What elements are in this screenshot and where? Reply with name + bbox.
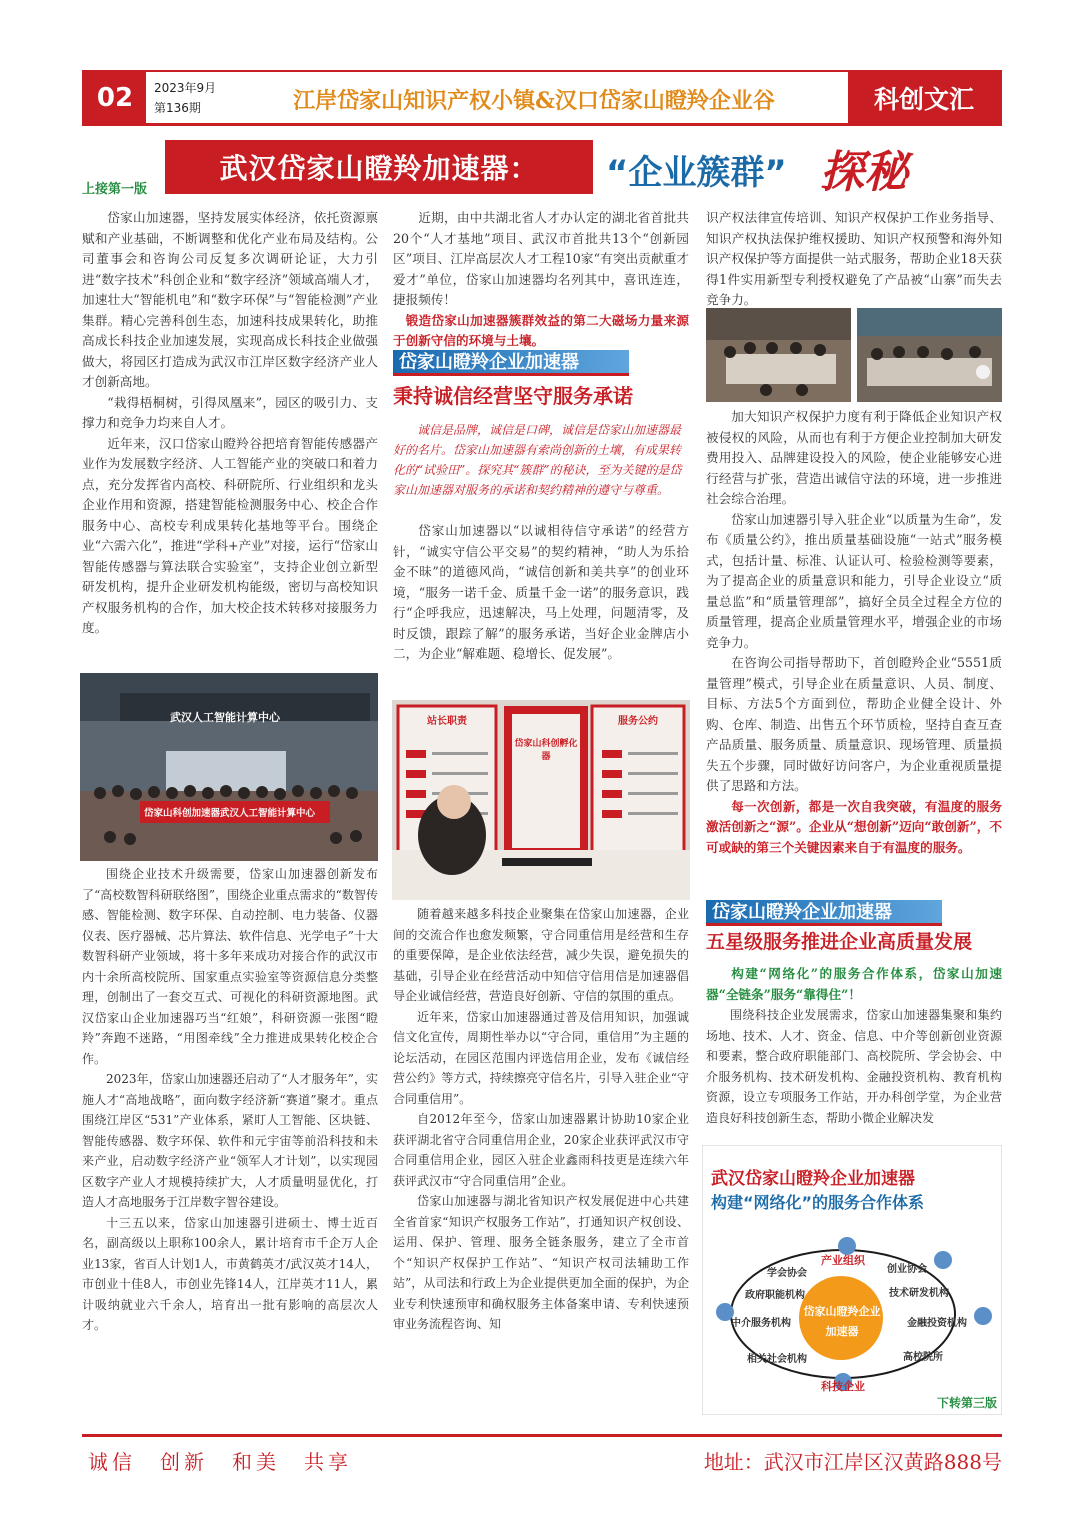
paragraph: 近年来，汉口岱家山瞪羚谷把培育智能传感器产业作为发展数字经济、人工智能产业的突破口和着力点，充分发挥省内高校、科研院所、行业组织和龙头企业作用和资源，搭建智能检测服务中心、校企合作服务中心、高校专利成果转化基地等平台。围绕企业“六需六化”，推进“学科+产业”对接，运行“岱家山智能传感器与算法联合实验室”，支持企业创立新型研发机构，提升企业研发机构能级，密切与高校知识产权服务机构的合作，加大校企技术转移对接服务力度。 xyxy=(82,435,378,635)
diagram-node: 政府职能机构 xyxy=(745,1290,805,1301)
headline-tail: 探秘 xyxy=(820,147,908,198)
col1-top xyxy=(82,208,378,639)
subheading-bar: 岱家山瞪羚企业加速器 xyxy=(393,350,629,376)
photo-sign: 武汉人工智能计算中心 xyxy=(170,711,280,724)
diagram-title2: 构建“网络化”的服务合作体系 xyxy=(711,1193,925,1212)
paragraph: 围绕科技企业发展需求，岱家山加速器集聚和集约场地、技术、人才、资金、信息、中介等创新创业资源和要素，整合政府职能部门、高校院所、学会协会、中介服务机构、技术研发机构、金融投资机构、教育机构资源，设立专项服务工作站，开办科创学堂，为企业营造良好科技创新生态，帮助小微企业解决发 xyxy=(706,1008,1002,1125)
group-photo-svg xyxy=(80,673,378,861)
issue-number: 第136期 xyxy=(154,101,201,115)
network-diagram xyxy=(702,1145,1002,1415)
issue-date xyxy=(154,78,216,118)
diagram-node: 科技企业 xyxy=(821,1380,865,1393)
section-name: 科创文汇 xyxy=(848,72,1000,123)
meeting-photo-left-svg xyxy=(706,308,851,402)
paragraph: 加大知识产权保护力度有利于降低企业知识产权被侵权的风险，从而也有利于方便企业控制加大研发费用投入、品牌建设投入的风险，使企业能够安心进行经营与扩张，营造出诚信守法的环境，进一步推进社会综合治理。 xyxy=(706,409,1002,506)
meeting-photo-right xyxy=(857,308,1002,402)
col1-bottom xyxy=(82,864,378,1336)
board-duty-label: 站长职责 xyxy=(427,716,467,727)
diagram-svg xyxy=(703,1146,1002,1415)
paragraph: 在咨询公司指导帮助下，首创瞪羚企业“5551质量管理”模式，引导企业在质量意识、人员、制度、目标、方法5个方面到位，帮助企业健全设计、外购、仓库、制造、出售五个环节质检，坚持自查互查产品质量、服务质量、质量意识、现场管理、质量损失五个步骤，同时做好访问客户，为企业重视质量提供了思路和方法。 xyxy=(706,655,1002,793)
highlight-red: 锻造岱家山加速器簇群效益的第二大磁场力量来源于创新守信的环境与土壤。 xyxy=(393,312,689,348)
diagram-node: 金融投资机构 xyxy=(907,1318,967,1329)
page-header xyxy=(82,70,1002,126)
meeting-photo-left xyxy=(706,308,851,402)
paragraph: 识产权法律宣传培训、知识产权保护工作业务指导、知识产权执法保护维权援助、知识产权预警和海外知识产权保护等方面提供一站式服务，帮助企业18天获得1件实用新型专利授权避免了产品被“山寨”而失去竞争力。 xyxy=(706,210,1002,307)
group-photo xyxy=(80,673,378,861)
photo-banner: 岱家山科创加速器武汉人工智能计算中心 xyxy=(144,808,316,819)
col3-top xyxy=(706,208,1002,311)
paragraph: 2023年，岱家山加速器还启动了“人才服务年”，实施人才“高地战略”，面向数字经济新“赛道”聚才。重点围绕江岸区“531”产业体系，紧盯人工智能、区块链、智能传感器、数字环保、软件和元宇宙等前沿科技和未来产业，启动数字经济产业“领军人才计划”，以实现园区数字产业人才规模持续扩大，人才质量明显优化，打造人才高地服务于江岸数字智谷建设。 xyxy=(82,1072,378,1209)
diagram-node: 技术研发机构 xyxy=(889,1288,949,1299)
col3-bottom xyxy=(706,964,1002,1128)
date-text: 2023年9月 xyxy=(154,81,217,95)
paragraph: 近期，由中共湖北省人才办认定的湖北省首批共20个“人才基地”项目、武汉市首批共13个“创新园区”项目、江岸高层次人才工程10家“有突出贡献重才爱才”单位，岱家山加速器均名列其中，喜讯连连，捷报频传！ xyxy=(393,210,689,307)
diagram-center-line1: 岱家山瞪羚企业 xyxy=(803,1305,881,1318)
office-photo xyxy=(392,700,690,900)
paragraph: 岱家山加速器，坚持发展实体经济，依托资源禀赋和产业基础，不断调整和优化产业布局及结构。公司董事会和咨询公司反复多次调研论证，大力引进“数字技术”科创企业和“数字经济”领域高端人才，加速壮大“智能机电”和“数字环保”与“智能检测”产业集群。精心完善科创生态，加速科技成果转化，助推高成长科技企业加速发展，实现高成长科技企业做强做大，将园区打造成为武汉市江岸区数字经济产业人才创新高地。 xyxy=(82,210,378,389)
footer-address: 地址：武汉市江岸区汉黄路888号 xyxy=(703,1450,1002,1474)
diagram-center-line2: 加速器 xyxy=(825,1325,859,1338)
paragraph: “栽得梧桐树，引得凤凰来”，园区的吸引力、支撑力和竞争力均来自人才。 xyxy=(82,394,378,430)
headline-main: 武汉岱家山瞪羚加速器： xyxy=(165,140,593,194)
highlight-red: 每一次创新，都是一次自我突破，有温度的服务激活创新之“源”。企业从“想创新”迈向“敢创新”，不可或缺的第三个关键因素来自于有温度的服务。 xyxy=(706,798,1002,855)
page-number: 02 xyxy=(84,72,146,123)
paragraph: 十三五以来，岱家山加速器引进硕士、博士近百名，副高级以上职称100余人，累计培育市千企万人企业13家，省百人计划1人，市黄鹤英才/武汉英才14人，市创业十佳8人，市创业先锋14人，江岸英才11人，累计吸纳就业六千余人，培育出一批有影响的高层次人才。 xyxy=(82,1215,378,1332)
paragraph: 岱家山加速器与湖北省知识产权发展促进中心共建全省首家“知识产权服务工作站”，打通知识产权创设、运用、保护、管理、服务全链条服务，建立了全市首个“知识产权保护工作站”、“知识产权司法辅助工作站”，从司法和行政上为企业提供更加全面的保护，为企业专利快速预审和确权服务主体备案申请、专利快速预审业务流程咨询、知 xyxy=(393,1194,689,1331)
continued-to: 下转第三版 xyxy=(936,1396,997,1410)
office-photo-svg xyxy=(392,700,690,900)
footer-slogan: 诚信 创新 和美 共享 xyxy=(88,1450,352,1474)
italic-intro: 诚信是品牌，诚信是口碑，诚信是岱家山加速器最好的名片。岱家山加速器有索尚创新的土壤，有成果转化的“试验田”。探究其“簇群”的秘诀，至为关键的是岱家山加速器对服务的承诺和契约精神的遵守与尊重。 xyxy=(393,423,682,497)
board-pledge-label: 服务公约 xyxy=(618,716,658,727)
footer-rule xyxy=(82,1434,1002,1437)
highlight-green: 构建“网络化”的服务合作体系，岱家山加速器“全链条”服务“靠得住”！ xyxy=(706,966,1002,1002)
diagram-node: 创业协会 xyxy=(887,1264,927,1275)
diagram-node: 学会协会 xyxy=(767,1268,807,1279)
paragraph: 岱家山加速器引导入驻企业“以质量为生命”，发布《质量公约》，推出质量基础设施“一站式”服务模式，包括计量、标准、认证认可、检验检测等要素，为了提高企业的质量意识和能力，引导企业设立“质量总监”和“质量管理部”，搞好全员全过程全方位的质量管理，提高企业质量管理水平，增强企业的市场竞争力。 xyxy=(706,511,1002,650)
col2-top xyxy=(393,208,689,352)
subheading-text: 五星级服务推进企业高质量发展 xyxy=(706,931,973,953)
subheading-bar: 岱家山瞪羚企业加速器 xyxy=(706,900,942,926)
subheading-text: 秉持诚信经营坚守服务承诺 xyxy=(393,384,633,408)
paragraph: 岱家山加速器以“以诚相待信守承诺”的经营方针，“诚实守信公平交易”的契约精神，“助人为乐拾金不昧”的道德风尚，“诚信创新和美共享”的创业环境，“服务一诺千金、质量千金一诺”的服务意识，践行“企呼我应，迅速解决，马上处理，问题清零，及时反馈，跟踪了解”的服务承诺，当好企业金牌店小二，为企业“解难题、稳增长、促发展”。 xyxy=(393,523,689,661)
meeting-photo-right-svg xyxy=(857,308,1002,402)
paragraph: 自2012年至今，岱家山加速器累计协助10家企业获评湖北省守合同重信用企业，20家企业获评武汉市守合同重信用企业，园区入驻企业鑫雨科技更是连续六年获评武汉市“守合同重信用”企业。 xyxy=(393,1112,689,1188)
diagram-node: 相关社会机构 xyxy=(747,1354,807,1365)
diagram-node: 高校院所 xyxy=(903,1352,943,1363)
continued-from: 上接第一版 xyxy=(82,182,148,197)
board-title: 岱家山科创孵化器 xyxy=(514,739,578,762)
headline-quote: “企业簇群” xyxy=(606,153,787,193)
col2-mid xyxy=(393,521,689,665)
diagram-node: 中介服务机构 xyxy=(731,1318,791,1329)
paragraph: 随着越来越多科技企业聚集在岱家山加速器，企业间的交流合作也愈发频繁，守合同重信用是经营和生存的重要保障，是企业依法经营，减少失误，避免损失的基础，引导企业在经营活动中知信守信用信是加速器倡导企业诚信经营，营造良好创新、守信的氛围的重点。 xyxy=(393,907,689,1003)
paragraph: 近年来，岱家山加速器通过普及信用知识，加强诚信文化宣传，周期性举办以“守合同，重信用”为主题的论坛活动，在园区范围内评选信用企业，发布《诚信经营公约》等方式，持续擦亮守信名片，引导入驻企业“守合同重信用”。 xyxy=(393,1009,689,1106)
paragraph: 围绕企业技术升级需要，岱家山加速器创新发布了“高校数智科研联络图”，围绕企业重点需求的“数智传感、智能检测、数字环保、自动控制、电力装备、仪器仪表、医疗器械、芯片算法、软件信息、光学电子”十大数智科研产业领域，将十多年来成功对接合作的武汉市内十余所高校院所、国家重点实验室等资源信息分类整理，创制出了一套交互式、可视化的科研资源地图。武汉岱家山企业加速器巧当“红娘”，科研资源一张图“瞪羚”奔跑不迷路，“用图牵线”全力推进成果转化校企合作。 xyxy=(82,867,378,1066)
newspaper-title: 江岸岱家山知识产权小镇&汉口岱家山瞪羚企业谷 xyxy=(293,88,775,114)
diagram-node: 产业组织 xyxy=(821,1254,865,1267)
col3-mid xyxy=(706,407,1002,858)
col2-bottom xyxy=(393,904,689,1335)
diagram-title1: 武汉岱家山瞪羚企业加速器 xyxy=(711,1169,915,1189)
